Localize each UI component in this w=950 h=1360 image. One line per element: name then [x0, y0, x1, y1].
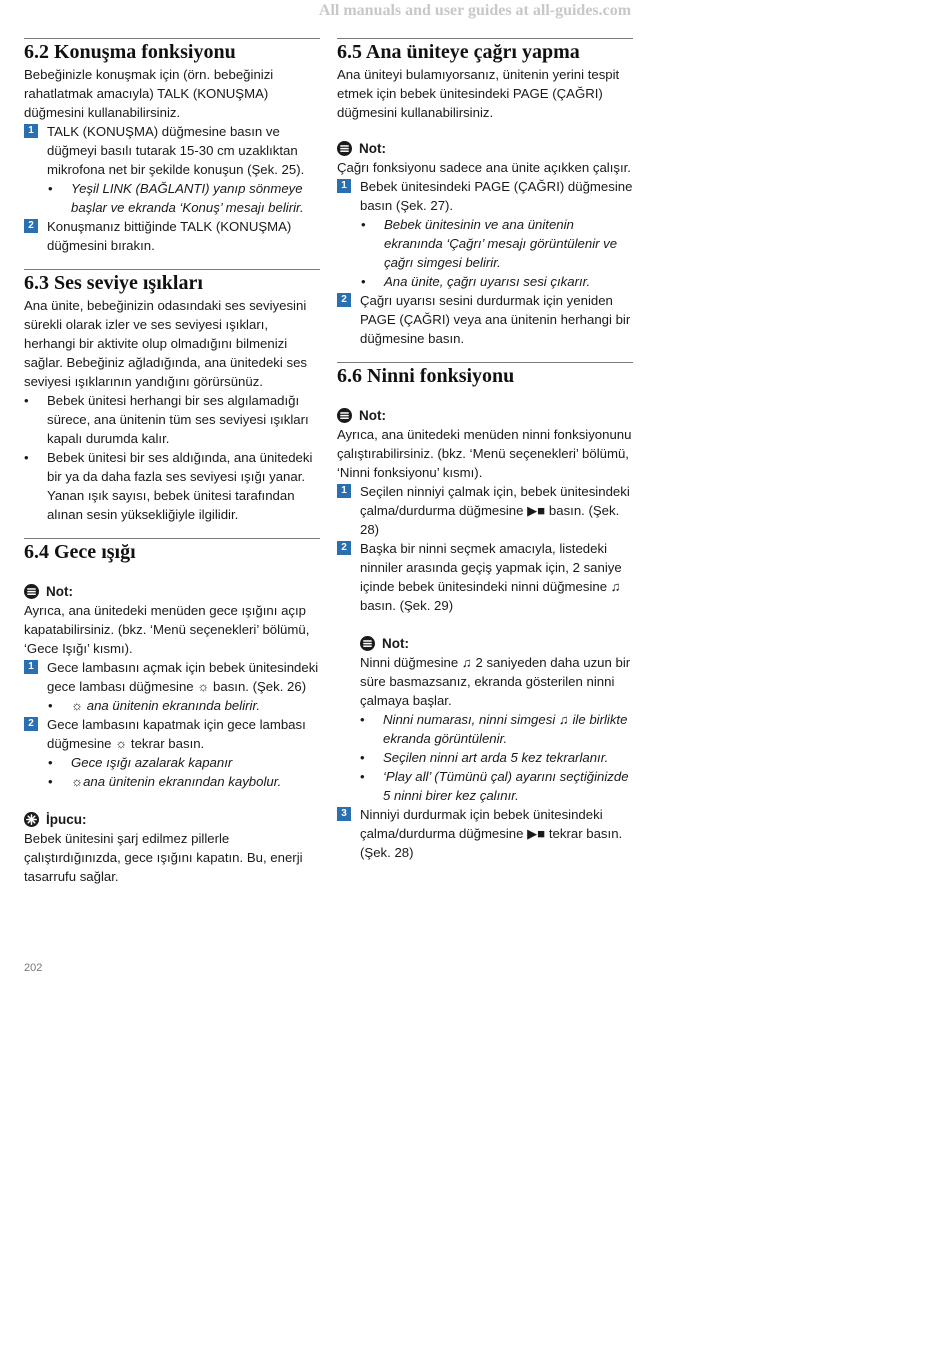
section-6-3 — [24, 269, 320, 524]
bullet-icon: • — [360, 750, 365, 765]
section-title: 6.3 Ses seviye ışıkları — [24, 272, 203, 294]
step-number-badge: 1 — [24, 124, 38, 138]
tip-label: İpucu: — [46, 812, 87, 827]
bullet-text: ☼ana ünitenin ekranından kaybolur. — [71, 774, 282, 789]
step-text: Gece lambasını açmak için bebek ünitesindeki gece lambası düğmesine ☼ basın. (Şek. 26) — [47, 660, 319, 694]
list-item — [360, 710, 633, 748]
note-text: Çağrı fonksiyonu sadece ana ünite açıkken çalışır. — [337, 160, 631, 175]
step-text: Gece lambasını kapatmak için gece lambası düğmesine ☼ tekrar basın. — [47, 717, 306, 751]
section-title: 6.6 Ninni fonksiyonu — [337, 365, 515, 387]
step-number-badge: 1 — [24, 660, 38, 674]
bullet-icon: • — [48, 755, 53, 770]
section-title: 6.4 Gece ışığı — [24, 541, 136, 563]
step-2 — [24, 715, 320, 753]
list-item — [337, 272, 633, 291]
right-column — [337, 38, 633, 862]
bullet-text: Bebek ünitesinin ve ana ünitenin ekranında ‘Çağrı’ mesajı görüntülenir ve çağrı simgesi belirir. — [384, 217, 618, 270]
note-label: Not: — [46, 584, 73, 599]
step-2 — [337, 539, 633, 615]
note-heading — [337, 139, 633, 158]
step-text: TALK (KONUŞMA) düğmesine basın ve düğmeyi basılı tutarak 15-30 cm uzaklıktan mikrofona net bir şekilde konuşun (Şek. 25). — [47, 124, 305, 177]
section-title: 6.5 Ana üniteye çağrı yapma — [337, 41, 580, 63]
step-text: Seçilen ninniyi çalmak için, bebek ünitesindeki çalma/durdurma düğmesine ▶■ basın. (Şek. 28) — [360, 484, 630, 537]
step-text: Başka bir ninni seçmek amacıyla, listedeki ninniler arasında geçiş yapmak için, 2 saniye içinde bebek ünitesindeki ninni düğmesine ♫ basın. (Şek. 29) — [360, 541, 622, 613]
note-icon — [337, 408, 352, 423]
bullet-text: ☼ ana ünitenin ekranında belirir. — [71, 698, 261, 713]
bullet-icon: • — [48, 698, 53, 713]
note-text: Ayrıca, ana ünitedeki menüden ninni fonksiyonunu çalıştırabilirsiniz. (bkz. ‘Menü seçenekleri’ bölümü, ‘Ninni fonksiyonu’ kısmı). — [337, 427, 632, 480]
step-2 — [337, 291, 633, 348]
bullet-text: Ana ünite, çağrı uyarısı sesi çıkarır. — [384, 274, 591, 289]
step-1 — [337, 482, 633, 539]
bullet-icon: • — [48, 774, 53, 789]
bullet-text: Bebek ünitesi herhangi bir ses algılamadığı sürece, ana ünitenin tüm ses seviyesi ışıkları kapalı durumda kalır. — [47, 393, 309, 446]
step-text: Bebek ünitesindeki PAGE (ÇAĞRI) düğmesine basın (Şek. 27). — [360, 179, 633, 213]
step-text: Ninniyi durdurmak için bebek ünitesindeki çalma/durdurma düğmesine ▶■ tekrar basın. (Şek. 28) — [360, 807, 623, 860]
step-1 — [24, 658, 320, 696]
bullet-icon: • — [360, 712, 365, 727]
paragraph: Ana ünite, bebeğinizin odasındaki ses seviyesini sürekli olarak izler ve ses seviyesi ışıkları, herhangi bir aktivite olup olmadığını bilmenizi sağlar. Bebeğiniz ağladığında, ana ünitedeki ses seviyesi ışıklarının yandığını görürsünüz. — [24, 298, 308, 389]
section-6-6 — [337, 362, 633, 862]
list-item — [24, 772, 320, 791]
step-text: Çağrı uyarısı sesini durdurmak için yeniden PAGE (ÇAĞRI) veya ana ünitenin herhangi bir düğmesine basın. — [360, 293, 631, 346]
note-icon — [337, 141, 352, 156]
list-item — [360, 748, 633, 767]
bullet-text: Ninni numarası, ninni simgesi ♫ ile birlikte ekranda görüntülenir. — [383, 712, 628, 746]
bullet-icon: • — [361, 217, 366, 232]
list-item — [24, 448, 320, 524]
list-item — [360, 767, 633, 805]
step-2 — [24, 217, 320, 255]
step-number-badge: 3 — [337, 807, 351, 821]
bullet-text: Yeşil LINK (BAĞLANTI) yanıp sönmeye başlar ve ekranda ‘Konuş’ mesajı belirir. — [71, 181, 304, 215]
section-6-5 — [337, 38, 633, 348]
tip-heading — [24, 810, 320, 829]
note-text: Ninni düğmesine ♫ 2 saniyeden daha uzun bir süre basmazsanız, ekranda gösterilen ninni çalmaya başlar. — [360, 655, 631, 708]
nested-note — [337, 634, 633, 805]
watermark: All manuals and user guides at all-guides.com — [318, 2, 632, 19]
bullet-text: Gece ışığı azalarak kapanır — [71, 755, 233, 770]
note-heading — [337, 406, 633, 425]
note-icon — [24, 584, 39, 599]
step-number-badge: 2 — [337, 293, 351, 307]
step-number-badge: 2 — [24, 219, 38, 233]
section-6-4 — [24, 538, 320, 886]
paragraph: Ana üniteyi bulamıyorsanız, ünitenin yerini tespit etmek için bebek ünitesindeki PAGE (ÇAĞRI) düğmesini kullanabilirsiniz. — [337, 67, 620, 120]
step-1 — [337, 177, 633, 215]
tip-icon — [24, 812, 39, 827]
note-text: Ayrıca, ana ünitedeki menüden gece ışığını açıp kapatabilirsiniz. (bkz. ‘Menü seçenekleri’ bölümü, ‘Gece Işığı’ kısmı). — [24, 603, 310, 656]
bullet-icon: • — [48, 181, 53, 196]
bullet-icon: • — [360, 769, 365, 784]
step-number-badge: 2 — [337, 541, 351, 555]
note-label: Not: — [359, 141, 386, 156]
bullet-text: ‘Play all’ (Tümünü çal) ayarını seçtiğinizde 5 ninni birer kez çalınır. — [383, 769, 629, 803]
note-label: Not: — [359, 408, 386, 423]
step-text: Konuşmanız bittiğinde TALK (KONUŞMA) düğmesini bırakın. — [47, 219, 292, 253]
step-number-badge: 2 — [24, 717, 38, 731]
list-item — [24, 753, 320, 772]
note-icon — [360, 636, 375, 651]
bullet-icon: • — [24, 393, 29, 408]
tip-text: Bebek ünitesini şarj edilmez pillerle çalıştırdığınızda, gece ışığını kapatın. Bu, enerji tasarrufu sağlar. — [24, 831, 303, 884]
bullet-text: Bebek ünitesi bir ses aldığında, ana ünitedeki bir ya da daha fazla ses seviyesi ışığı yanar. Yanan ışık sayısı, bebek ünitesi tarafından alınan sesin yüksekliğiyle ilgilidir. — [47, 450, 313, 522]
page-number: 202 — [24, 962, 43, 974]
section-title: 6.2 Konuşma fonksiyonu — [24, 41, 236, 63]
bullet-text: Seçilen ninni art arda 5 kez tekrarlanır. — [383, 750, 609, 765]
left-column — [24, 38, 320, 886]
step-3 — [337, 805, 633, 862]
list-item — [24, 179, 320, 217]
step-number-badge: 1 — [337, 179, 351, 193]
note-heading — [24, 582, 320, 601]
paragraph: Bebeğinizle konuşmak için (örn. bebeğinizi rahatlatmak amacıyla) TALK (KONUŞMA) düğmesini kullanabilirsiniz. — [24, 67, 274, 120]
note-heading — [360, 634, 633, 653]
list-item — [24, 391, 320, 448]
step-1 — [24, 122, 320, 179]
bullet-icon: • — [361, 274, 366, 289]
list-item — [337, 215, 633, 272]
list-item — [24, 696, 320, 715]
note-label: Not: — [382, 636, 409, 651]
step-number-badge: 1 — [337, 484, 351, 498]
section-6-2 — [24, 38, 320, 255]
bullet-icon: • — [24, 450, 29, 465]
